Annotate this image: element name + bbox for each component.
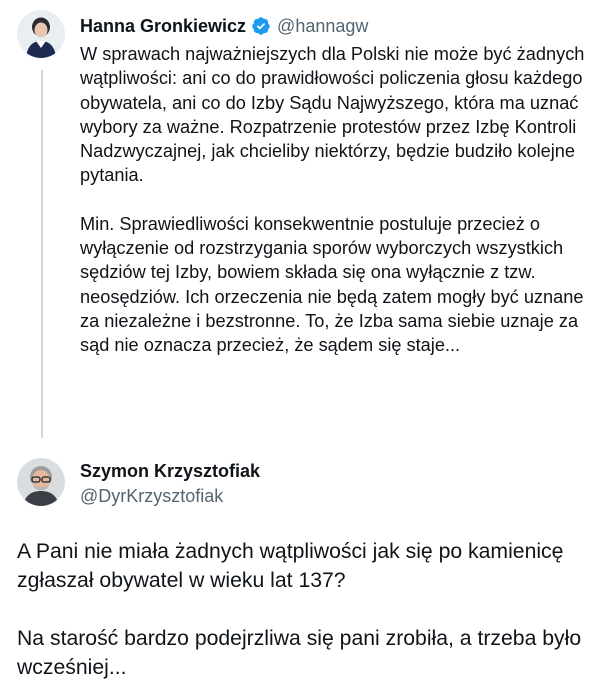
tweet-paragraph: W sprawach najważniejszych dla Polski nie może być żadnych wątpliwości: ani co do prawidłowości policzenia głosu każdego obywatela, ani co do Izby Sądu Najwyższego, która ma uznać wybory za ważne. Rozpatrzenie protestów przez Izbę Kontroli Nadzwyczajnej, jak chcieliby niektórzy, będzie budziło kolejne pytania. xyxy=(80,44,585,186)
tweet-text xyxy=(80,42,592,358)
avatar[interactable] xyxy=(17,458,65,506)
tweet-paragraph: Min. Sprawiedliwości konsekwentnie postuluje przecież o wyłączenie od rozstrzygania sporów wyborczych wszystkich sędziów tej Izby, bowiem składa się ona wyłącznie z tzw. neosędziów. Ich orzeczenia nie będą zatem mogły być uznane za niezależne i bezstronne. To, że Izba sama siebie uznaje za sąd nie oznacza przecież, że sądem się staje... xyxy=(80,213,584,356)
thread-connector-line xyxy=(41,70,43,438)
author-name[interactable]: Szymon Krzysztofiak xyxy=(80,461,261,481)
tweet-paragraph: A Pani nie miała żadnych wątpliwości jak się po kamienicę zgłaszał obywatel w wieku lat 137? xyxy=(17,540,564,592)
tweet-paragraph: Na starość bardzo podejrzliwa się pani zrobiła, a trzeba było wcześniej... xyxy=(17,627,582,679)
avatar[interactable] xyxy=(17,10,65,58)
verified-badge-icon xyxy=(251,16,271,36)
tweet-header xyxy=(80,14,368,38)
tweet-text xyxy=(17,537,592,682)
author-name[interactable]: Hanna Gronkiewicz xyxy=(80,15,247,36)
author-handle[interactable]: @hannagw xyxy=(277,15,369,36)
author-handle[interactable]: @DyrKrzysztofiak xyxy=(80,486,224,506)
